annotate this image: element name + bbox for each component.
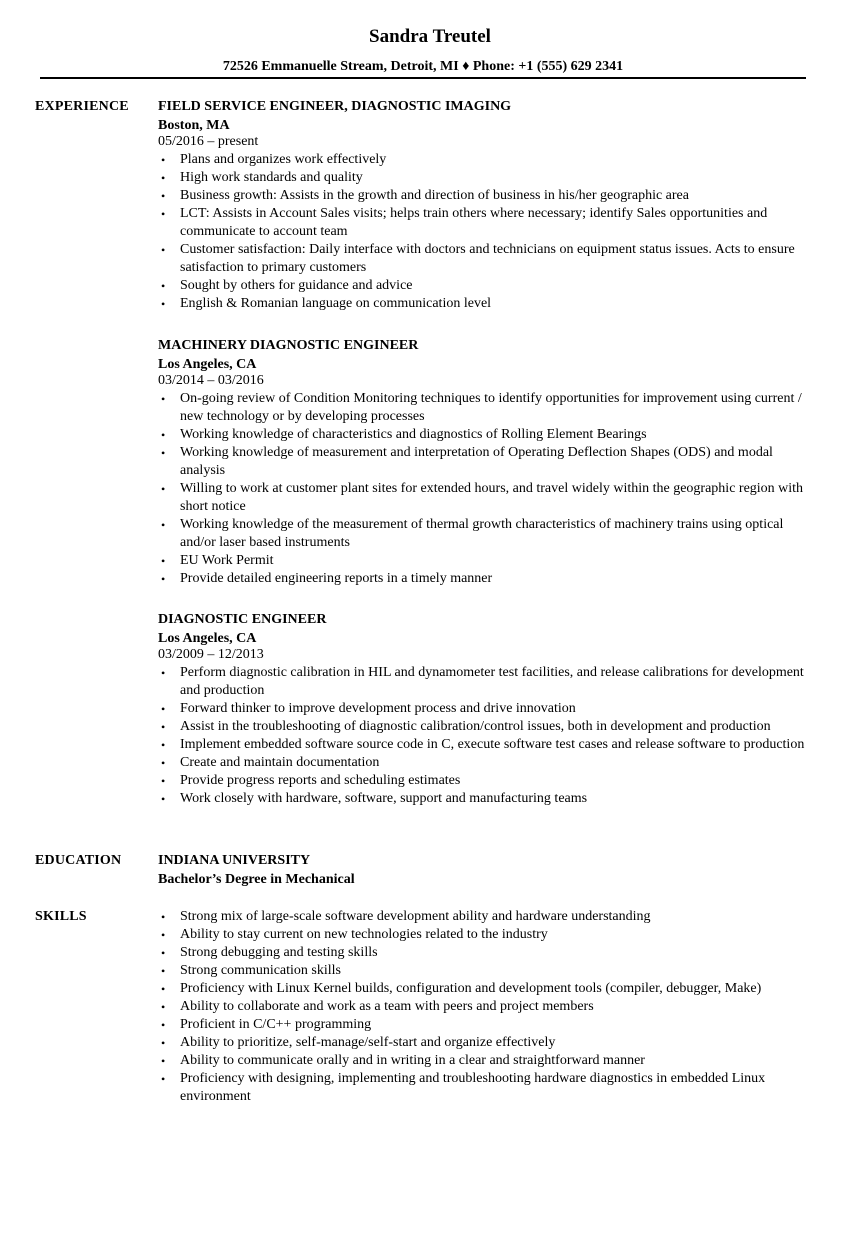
job-bullet-list — [158, 151, 813, 313]
job-bullet-list — [158, 664, 813, 808]
job-bullet-list — [158, 390, 813, 588]
bullet-text: LCT: Assists in Account Sales visits; helps train others where necessary; identify Sales opportunities and communicate to account team — [180, 206, 768, 239]
job-dates: 03/2014 – 03/2016 — [158, 373, 264, 388]
header-divider — [40, 77, 806, 79]
bullet-text: Business growth: Assists in the growth and direction of business in his/her geographic area — [180, 188, 689, 203]
skill-text: Ability to prioritize, self-manage/self-start and organize effectively — [180, 1035, 556, 1050]
bullet-icon: • — [161, 446, 166, 460]
list-item — [158, 998, 813, 1016]
list-item — [158, 700, 813, 718]
bullet-icon: • — [161, 297, 166, 311]
candidate-name: Sandra Treutel — [369, 26, 491, 47]
list-item — [158, 1070, 813, 1106]
list-item — [158, 205, 813, 241]
bullet-text: Working knowledge of the measurement of thermal growth characteristics of machinery trains using optical and/or laser based instruments — [180, 517, 784, 550]
list-item — [158, 1016, 813, 1034]
list-item — [158, 926, 813, 944]
bullet-icon: • — [161, 554, 166, 568]
bullet-text: Working knowledge of characteristics and diagnostics of Rolling Element Bearings — [180, 427, 647, 442]
list-item — [158, 187, 813, 205]
bullet-icon: • — [161, 1036, 166, 1050]
bullet-text: English & Romanian language on communication level — [180, 296, 492, 311]
list-item — [158, 277, 813, 295]
job-title: MACHINERY DIAGNOSTIC ENGINEER — [158, 338, 419, 353]
bullet-icon: • — [161, 946, 166, 960]
skill-text: Proficient in C/C++ programming — [180, 1017, 372, 1032]
bullet-text: Sought by others for guidance and advice — [180, 278, 413, 293]
bullet-text: Working knowledge of measurement and interpretation of Operating Deflection Shapes (ODS) and modal analysis — [180, 445, 773, 478]
list-item — [158, 480, 813, 516]
bullet-text: High work standards and quality — [180, 170, 363, 185]
degree: Bachelor’s Degree in Mechanical — [158, 872, 355, 887]
bullet-text: Plans and organizes work effectively — [180, 152, 387, 167]
bullet-icon: • — [161, 1000, 166, 1014]
list-item — [158, 718, 813, 736]
bullet-text: Work closely with hardware, software, support and manufacturing teams — [180, 791, 588, 806]
bullet-text: Implement embedded software source code in C, execute software test cases and release software to production — [180, 737, 805, 752]
list-item — [158, 664, 813, 700]
bullet-icon: • — [161, 1018, 166, 1032]
bullet-text: Assist in the troubleshooting of diagnostic calibration/control issues, both in development and production — [180, 719, 771, 734]
bullet-icon: • — [161, 207, 166, 221]
bullet-text: Customer satisfaction: Daily interface with doctors and technicians on equipment status issues. Acts to ensure satisfaction to primary customers — [180, 242, 795, 275]
bullet-icon: • — [161, 189, 166, 203]
skills-section-label: SKILLS — [35, 909, 87, 924]
bullet-icon: • — [161, 774, 166, 788]
skill-text: Proficiency with Linux Kernel builds, configuration and development tools (compiler, debugger, Make) — [180, 981, 762, 996]
skill-text: Strong debugging and testing skills — [180, 945, 378, 960]
job-1 — [158, 98, 813, 313]
job-title: FIELD SERVICE ENGINEER, DIAGNOSTIC IMAGING — [158, 99, 512, 114]
list-item — [158, 1034, 813, 1052]
bullet-icon: • — [161, 243, 166, 257]
skill-text: Proficiency with designing, implementing and troubleshooting hardware diagnostics in embedded Linux environment — [180, 1071, 766, 1104]
list-item — [158, 754, 813, 772]
bullet-icon: • — [161, 964, 166, 978]
job-dates: 03/2009 – 12/2013 — [158, 647, 264, 662]
bullet-text: Provide detailed engineering reports in a timely manner — [180, 571, 493, 586]
bullet-icon: • — [161, 171, 166, 185]
list-item — [158, 295, 813, 313]
list-item — [158, 570, 813, 588]
bullet-icon: • — [161, 153, 166, 167]
bullet-text: Perform diagnostic calibration in HIL and dynamometer test facilities, and release calibrations for development and production — [180, 665, 804, 698]
list-item — [158, 980, 813, 998]
bullet-icon: • — [161, 666, 166, 680]
job-3 — [158, 611, 813, 808]
list-item — [158, 426, 813, 444]
list-item — [158, 736, 813, 754]
bullet-icon: • — [161, 428, 166, 442]
bullet-icon: • — [161, 792, 166, 806]
list-item — [158, 444, 813, 480]
experience-section-label: EXPERIENCE — [35, 99, 129, 114]
bullet-text: Provide progress reports and scheduling estimates — [180, 773, 461, 788]
bullet-icon: • — [161, 982, 166, 996]
skill-text: Strong mix of large-scale software development ability and hardware understanding — [180, 909, 651, 924]
list-item — [158, 908, 813, 926]
job-title: DIAGNOSTIC ENGINEER — [158, 612, 327, 627]
list-item — [158, 390, 813, 426]
bullet-icon: • — [161, 720, 166, 734]
skill-text: Ability to stay current on new technologies related to the industry — [180, 927, 548, 942]
job-location: Los Angeles, CA — [158, 357, 257, 372]
bullet-icon: • — [161, 910, 166, 924]
skills-list — [158, 908, 813, 1106]
job-dates: 05/2016 – present — [158, 134, 259, 149]
bullet-icon: • — [161, 279, 166, 293]
list-item — [158, 790, 813, 808]
bullet-icon: • — [161, 518, 166, 532]
skill-text: Ability to communicate orally and in writing in a clear and straightforward manner — [180, 1053, 645, 1068]
list-item — [158, 516, 813, 552]
school-name: INDIANA UNIVERSITY — [158, 853, 311, 868]
bullet-text: Forward thinker to improve development process and drive innovation — [180, 701, 576, 716]
skill-text: Ability to collaborate and work as a team with peers and project members — [180, 999, 594, 1014]
list-item — [158, 1052, 813, 1070]
list-item — [158, 552, 813, 570]
bullet-text: On-going review of Condition Monitoring techniques to identify opportunities for improvement using current / new technology or by developing processes — [180, 391, 802, 424]
bullet-icon: • — [161, 1054, 166, 1068]
education-section-label: EDUCATION — [35, 853, 122, 868]
bullet-icon: • — [161, 482, 166, 496]
bullet-icon: • — [161, 1072, 166, 1086]
bullet-icon: • — [161, 928, 166, 942]
list-item — [158, 241, 813, 277]
list-item — [158, 169, 813, 187]
bullet-icon: • — [161, 572, 166, 586]
bullet-icon: • — [161, 392, 166, 406]
job-location: Los Angeles, CA — [158, 631, 257, 646]
list-item — [158, 151, 813, 169]
bullet-icon: • — [161, 756, 166, 770]
job-location: Boston, MA — [158, 118, 230, 133]
bullet-icon: • — [161, 738, 166, 752]
job-2 — [158, 337, 813, 588]
list-item — [158, 772, 813, 790]
education-entry — [158, 852, 813, 888]
bullet-text: EU Work Permit — [180, 553, 274, 568]
list-item — [158, 944, 813, 962]
list-item — [158, 962, 813, 980]
contact-line: 72526 Emmanuelle Stream, Detroit, MI ♦ Phone: +1 (555) 629 2341 — [222, 59, 624, 74]
bullet-text: Create and maintain documentation — [180, 755, 380, 770]
bullet-text: Willing to work at customer plant sites for extended hours, and travel widely within the geographic region with short notice — [180, 481, 804, 514]
bullet-icon: • — [161, 702, 166, 716]
skills-entry — [158, 908, 813, 1106]
skill-text: Strong communication skills — [180, 963, 341, 978]
